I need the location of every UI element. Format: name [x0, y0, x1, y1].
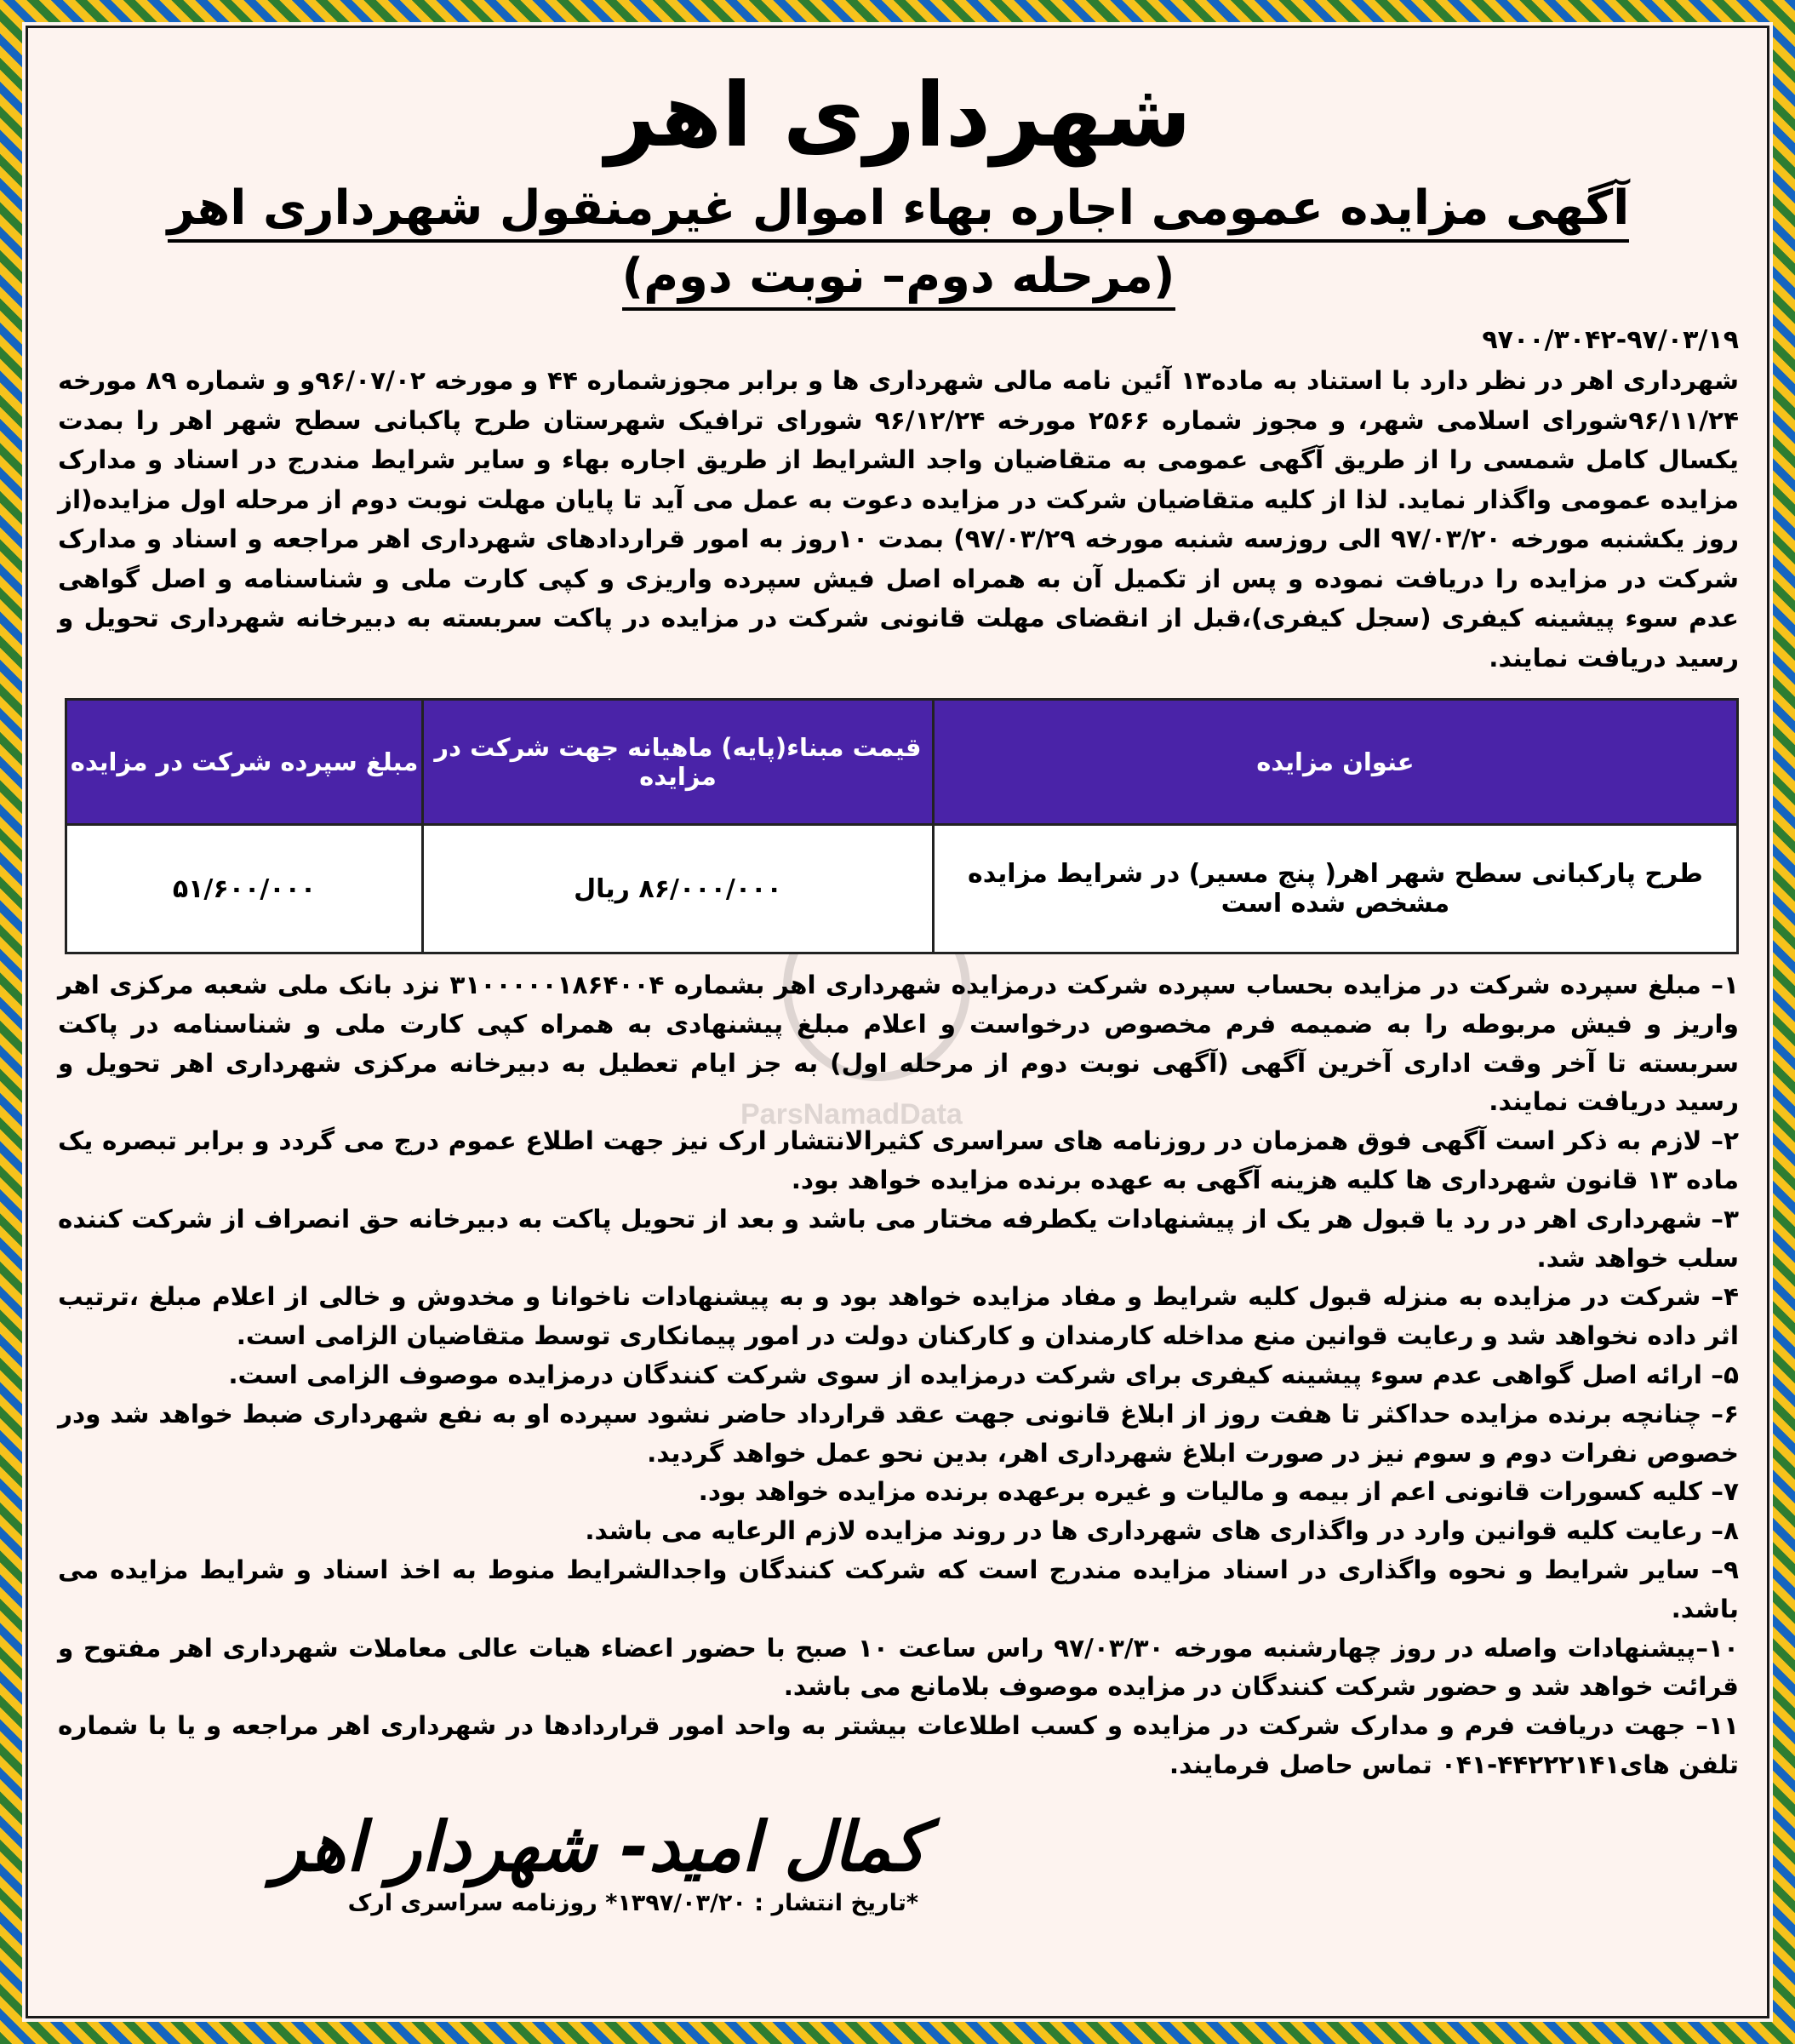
list-item: ۳– شهرداری اهر در رد یا قبول هر یک از پیشنهادات یکطرفه مختار می باشد و بعد از تحویل پاکت به دبیرخانه حق انصراف از شرکت کننده سلب خواهد شد. — [58, 1204, 1739, 1273]
list-item: ۶– چنانچه برنده مزایده حداکثر تا هفت روز از ابلاغ قانونی جهت عقد قرارداد حاضر نشود سپرده او به نفع شهرداری ضبط خواهد شد ودر خصوص نفرات دوم و سوم نیز در صورت ابلاغ شهرداری اهر، بدین نحو عمل خواهد گردید. — [58, 1399, 1739, 1468]
list-item: ۹– سایر شرایط و نحوه واگذاری در اسناد مزایده مندرج است که شرکت کنندگان واجدالشرایط منوط به اخذ اسناد و شرایط مزایده می باشد. — [58, 1554, 1739, 1623]
signature: کمال امید- شهردار اهر — [272, 1806, 926, 1887]
table-cell-deposit: ۵۱/۶۰۰/۰۰۰ — [66, 825, 423, 953]
table-header-base-price: قیمت مبناء(پایه) ماهیانه جهت شرکت در مزایده — [423, 700, 934, 825]
list-item: ۴– شرکت در مزایده به منزله قبول کلیه شرایط و مفاد مزایده خواهد بود و به پیشنهادات ناخوانا و مخدوش و خالی از اعلام مبلغ ،ترتیب اثر داده نخواهد شد و رعایت قوانین منع مداخله کارمندان و کارکنان دولت در امور پیمانکاری توسط متقاضیان الزامی است. — [58, 1282, 1739, 1351]
table-row — [66, 825, 1738, 953]
auction-table — [65, 698, 1739, 954]
reference-number: ۹۷۰۰/۳۰۴۲-۹۷/۰۳/۱۹ — [1482, 325, 1739, 355]
table-cell-title: طرح پارکبانی سطح شهر اهر( پنج مسیر) در شرایط مزایده مشخص شده است — [933, 825, 1737, 953]
table-header-row — [66, 700, 1738, 825]
page-title: شهرداری اهر — [605, 63, 1192, 167]
list-item: ۲– لازم به ذکر است آگهی فوق همزمان در روزنامه های سراسری کثیرالانتشار ارک نیز جهت اطلاع عموم درج می گردد و برابر تبصره یک ماده ۱۳ قانون شهرداری ها کلیه هزینه آگهی به عهده برنده مزایده خواهد بود. — [58, 1126, 1739, 1194]
notice-content — [58, 60, 1739, 2001]
conditions-list — [58, 966, 1739, 1785]
table-header-title: عنوان مزایده — [933, 700, 1737, 825]
notice-subtitle: آگهی مزایده عمومی اجاره بهاء اموال غیرمنقول شهرداری اهر — [58, 177, 1739, 240]
notice-stage: (مرحله دوم– نوبت دوم) — [58, 245, 1739, 308]
table-cell-base-price: ۸۶/۰۰۰/۰۰۰ ریال — [423, 825, 934, 953]
list-item: ۵– ارائه اصل گواهی عدم سوء پیشینه کیفری برای شرکت درمزایده از سوی شرکت کنندگان درمزایده موصوف الزامی است. — [228, 1360, 1739, 1389]
list-item: ۸– رعایت کلیه قوانین وارد در واگذاری های شهرداری ها در روند مزایده لازم الرعایه می باشد. — [585, 1516, 1739, 1546]
list-item: ۱– مبلغ سپرده شرکت در مزایده بحساب سپرده شرکت درمزایده شهرداری اهر بشماره ۳۱۰۰۰۰۰۱۸۶۴۰۰۴ نزد بانک ملی شعبه مرکزی اهر واریز و فیش مربوطه را به ضمیمه فرم مخصوص درخواست و اعلام مبلغ پیشنهادی به همراه کپی کارت ملی و شناسنامه در پاکت سربسته تا آخر وقت اداری آخرین آگهی (آگهی نوبت دوم از مرحله اول) به جز ایام تعطیل به دبیرخانه مرکزی شهرداری اهر تحویل و رسید دریافت نمایند. — [58, 970, 1739, 1117]
watermark-text: ParsNamadData — [740, 1098, 963, 1131]
list-item: ۷– کلیه کسورات قانونی اعم از بیمه و مالیات و غیره برعهده برنده مزایده خواهد بود. — [698, 1477, 1739, 1507]
table-header-deposit: مبلغ سپرده شرکت در مزایده — [66, 700, 423, 825]
publication-date: *تاریخ انتشار : ۱۳۹۷/۰۳/۲۰* روزنامه سراسری ارک — [347, 1890, 918, 1916]
intro-paragraph: شهرداری اهر در نظر دارد با استناد به ماده۱۳ آئین نامه مالی شهرداری ها و برابر مجوزشماره ۴۴ و مورخه ۹۶/۰۷/۰۲و و شماره ۸۹ مورخه ۹۶/۱۱/۲۴شورای اسلامی شهر، و مجوز شماره ۲۵۶۶ مورخه ۹۶/۱۲/۲۴ شورای ترافیک شهرستان طرح پاکبانی سطح شهر اهر را بمدت یکسال کامل شمسی را از طریق آگهی عمومی به متقاضیان واجد الشرایط از طریق اجاره بهاء و سایر شرایط مندرج در اسناد و مدارک مزایده عمومی واگذار نماید. لذا از کلیه متقاضیان شرکت در مزایده دعوت به عمل می آید تا پایان مهلت نوبت دوم از مرحله اول مزایده(از روز یکشنبه مورخه ۹۷/۰۳/۲۰ الی روزسه شنبه مورخه ۹۷/۰۳/۲۹) بمدت ۱۰روز به امور قراردادهای شهرداری اهر مراجعه و اسناد و مدارک شرکت در مزایده را دریافت نموده و پس از تکمیل آن به همراه اصل فیش سپرده واریزی و کپی کارت ملی و شناسنامه و اصل گواهی عدم سوء پیشینه کیفری (سجل کیفری)،قبل از انقضای مهلت قانونی شرکت در مزایده در پاکت سربسته به دبیرخانه شهرداری تحویل و رسید دریافت نمایند. — [58, 366, 1740, 673]
list-item: ۱۱– جهت دریافت فرم و مدارک شرکت در مزایده و کسب اطلاعات بیشتر به واحد امور قراردادها در شهرداری اهر مراجعه و یا با شماره تلفن های۴۴۲۲۲۱۴۱-۰۴۱ تماس حاصل فرمایند. — [58, 1711, 1739, 1779]
list-item: ۱۰–پیشنهادات واصله در روز چهارشنبه مورخه ۹۷/۰۳/۳۰ راس ساعت ۱۰ صبح با حضور اعضاء هیات عالی معاملات شهرداری اهر مفتوح و قرائت خواهد شد و حضور شرکت کنندگان در مزایده موصوف بلامانع می باشد. — [58, 1633, 1739, 1702]
